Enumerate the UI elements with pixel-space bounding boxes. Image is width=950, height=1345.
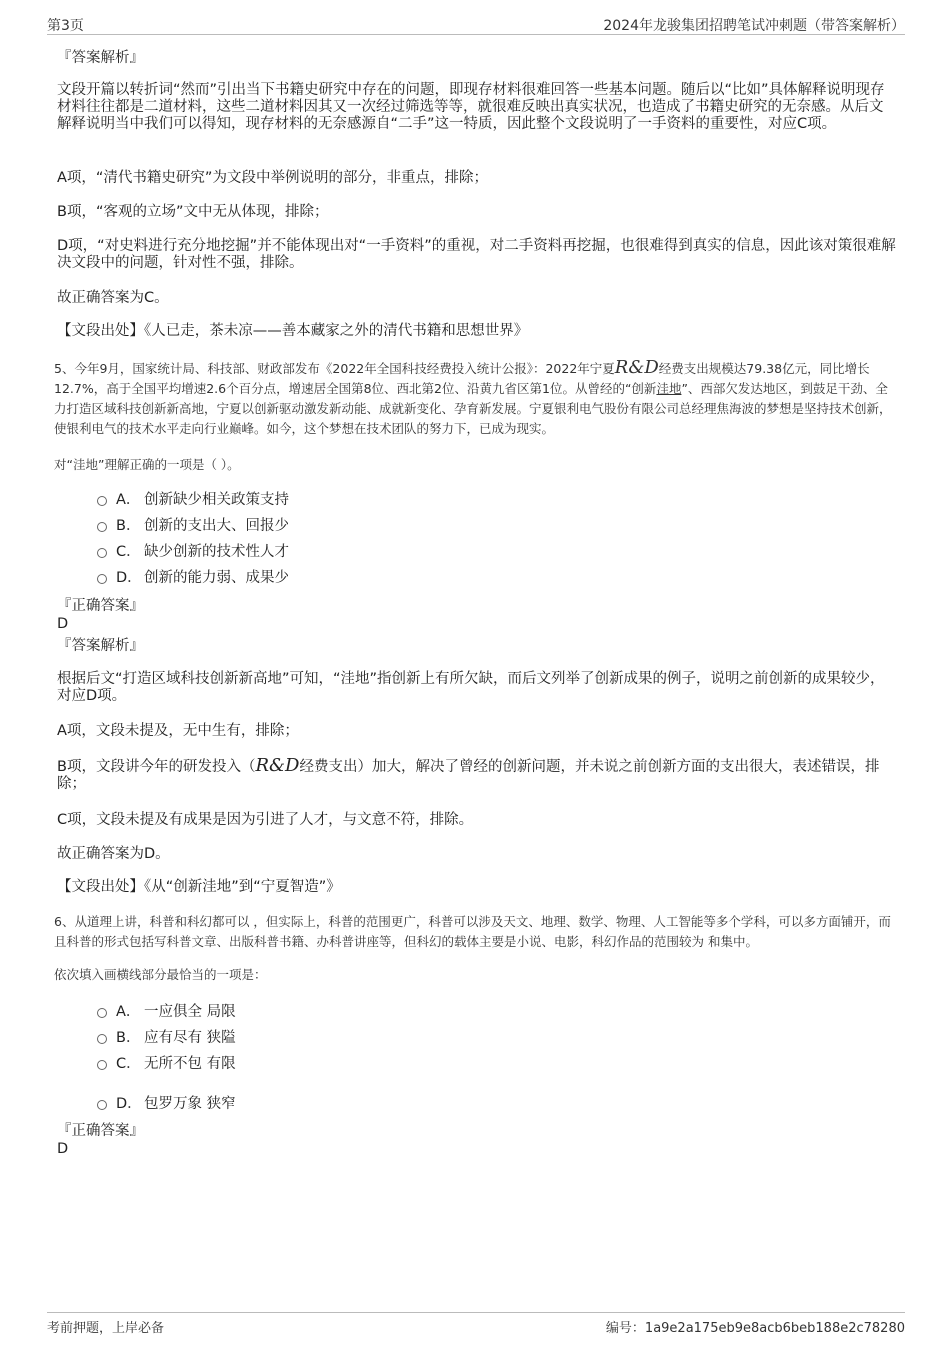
q5-analysis-intro: 根据后文“打造区域科技创新新高地”可知，“洼地”指创新上有所欠缺，而后文列举了创新成果的例子，说明之前创新的成果较少，对应D项。 <box>57 671 885 704</box>
q5-option-a[interactable] <box>97 491 289 509</box>
q6-question: 依次填入画横线部分最恰当的一项是： <box>54 967 267 982</box>
q5-question: 对“洼地”理解正确的一项是（ ）。 <box>54 457 240 472</box>
option-letter: D． <box>116 1096 142 1112</box>
analysis-b-part2: 经费支出）加大，解决了曾经的创新问题，并未说之前创新方面的支出很大，表述错误，排除； <box>57 759 880 792</box>
q5-analysis-option-c: C项，文段未提及有成果是因为引进了人才，与文意不符，排除。 <box>57 812 474 828</box>
page-footer <box>47 1312 905 1335</box>
q5-analysis-label: 『答案解析』 <box>57 638 144 654</box>
radio-icon[interactable] <box>97 496 107 506</box>
q5-stem-part1: 5、今年9月，国家统计局、科技部、财政部发布《2022年全国科技经费投入统计公报》：2022年宁夏 <box>54 361 615 376</box>
option-letter: A． <box>116 1004 141 1020</box>
option-text: 应有尽有 狭隘 <box>144 1030 236 1046</box>
q6-option-a[interactable] <box>97 1003 236 1021</box>
q5-option-c[interactable] <box>97 543 289 561</box>
option-text: 创新缺少相关政策支持 <box>144 492 289 508</box>
page-header <box>47 12 905 35</box>
radio-icon[interactable] <box>97 522 107 532</box>
q5-analysis-option-b <box>57 757 897 793</box>
q5-option-b[interactable] <box>97 517 289 535</box>
q4-conclusion: 故正确答案为C。 <box>57 290 169 306</box>
document-title: 2024年龙骏集团招聘笔试冲刺题（带答案解析） <box>603 18 905 34</box>
analysis-b-part1: B项，文段讲今年的研发投入（ <box>57 759 256 775</box>
radio-icon[interactable] <box>97 1034 107 1044</box>
analysis-rd-symbol: R&D <box>255 755 300 776</box>
page-number: 第3页 <box>47 18 84 34</box>
option-text: 缺少创新的技术性人才 <box>144 544 289 560</box>
option-letter: D． <box>116 570 142 586</box>
q5-rd-symbol: R&D <box>614 357 659 378</box>
q5-stem-part3: ”、西部欠发达地区，到鼓足干劲、全力打造区域科技创新新高地，宁夏以创新驱动激发新动能、成就新变化、孕育新发展。宁夏银利电气股份有限公司总经理焦海波的梦想是坚持技术创新，使银利电气的技术水平走向行业巅峰。如今，这个梦想在技术团队的努力下，已成为现实。 <box>54 381 892 436</box>
q4-analysis-intro: 文段开篇以转折词“然而”引出当下书籍史研究中存在的问题，即现存材料很难回答一些基本问题。随后以“比如”具体解释说明现存材料往往都是二道材料，这些二道材料因其又一次经过筛选等等，就很难反映出真实状况，也造成了书籍史研究的无奈感。从后文解释说明当中我们可以得知，现存材料的无奈感源自“二手”这一特质，因此整个文段说明了一手资料的重要性，对应C项。 <box>57 82 885 132</box>
option-text: 创新的支出大、回报少 <box>144 518 289 534</box>
q4-analysis-label: 『答案解析』 <box>57 50 144 66</box>
q5-source: 【文段出处】《从“创新洼地”到“宁夏智造”》 <box>57 879 341 895</box>
option-letter: C． <box>116 544 141 560</box>
q5-blank-word: 洼地 <box>656 381 682 396</box>
document-code <box>606 1317 905 1336</box>
option-text: 无所不包 有限 <box>144 1056 236 1072</box>
option-letter: C． <box>116 1056 141 1072</box>
option-text: 包罗万象 狭窄 <box>144 1096 236 1112</box>
radio-icon[interactable] <box>97 548 107 558</box>
option-letter: B． <box>116 518 141 534</box>
code-label: 编号： <box>605 1321 645 1336</box>
radio-icon[interactable] <box>97 1060 107 1070</box>
q5-conclusion: 故正确答案为D。 <box>57 846 170 862</box>
q6-stem: 6、从道理上讲，科普和科幻都可以 ，但实际上，科普的范围更广，科普可以涉及天文、地理、数学、物理、人工智能等多个学科，可以多方面铺开，而且科普的形式包括写科普文章、出版科普书籍、办科普讲座等，但科幻的载体主要是小说、电影，科幻作品的范围较为 和集中。 <box>54 914 891 949</box>
footer-slogan: 考前押题，上岸必备 <box>47 1321 165 1336</box>
q5-answer-label: 『正确答案』 <box>57 598 144 614</box>
q5-stem <box>54 358 900 439</box>
q4-source: 【文段出处】《人已走，茶未凉——善本藏家之外的清代书籍和思想世界》 <box>57 323 529 339</box>
q4-analysis-option-b: B项，“客观的立场”文中无从体现，排除； <box>57 204 329 220</box>
q4-analysis-option-d: D项，“对史料进行充分地挖掘”并不能体现出对“一手资料”的重视，对二手资料再挖掘，也很难得到真实的信息，因此该对策很难解决文段中的问题，针对性不强，排除。 <box>57 238 896 271</box>
radio-icon[interactable] <box>97 574 107 584</box>
radio-icon[interactable] <box>97 1100 107 1110</box>
q6-answer: D <box>57 1141 69 1157</box>
option-letter: B． <box>116 1030 141 1046</box>
option-letter: A． <box>116 492 141 508</box>
q4-analysis-option-a: A项，“清代书籍史研究”为文段中举例说明的部分，非重点，排除； <box>57 170 488 186</box>
code-value: 1a9e2a175eb9e8acb6beb188e2c78280 <box>644 1321 905 1336</box>
q6-option-d[interactable] <box>97 1095 236 1113</box>
q6-answer-label: 『正确答案』 <box>57 1123 144 1139</box>
radio-icon[interactable] <box>97 1008 107 1018</box>
option-text: 一应俱全 局限 <box>144 1004 236 1020</box>
option-text: 创新的能力弱、成果少 <box>144 570 289 586</box>
q6-option-b[interactable] <box>97 1029 236 1047</box>
q6-option-c[interactable] <box>97 1055 236 1073</box>
q5-option-d[interactable] <box>97 569 289 587</box>
q5-stem-part2: 经费支出规模达79.38亿元，同比增长12.7%，高于全国平均增速2.6个百分点，增速居全国第8位、西北第2位、沿黄九省区第1位。从曾经的“创新 <box>54 361 870 396</box>
q5-analysis-option-a: A项，文段未提及，无中生有，排除； <box>57 723 299 739</box>
q5-answer: D <box>57 616 69 632</box>
